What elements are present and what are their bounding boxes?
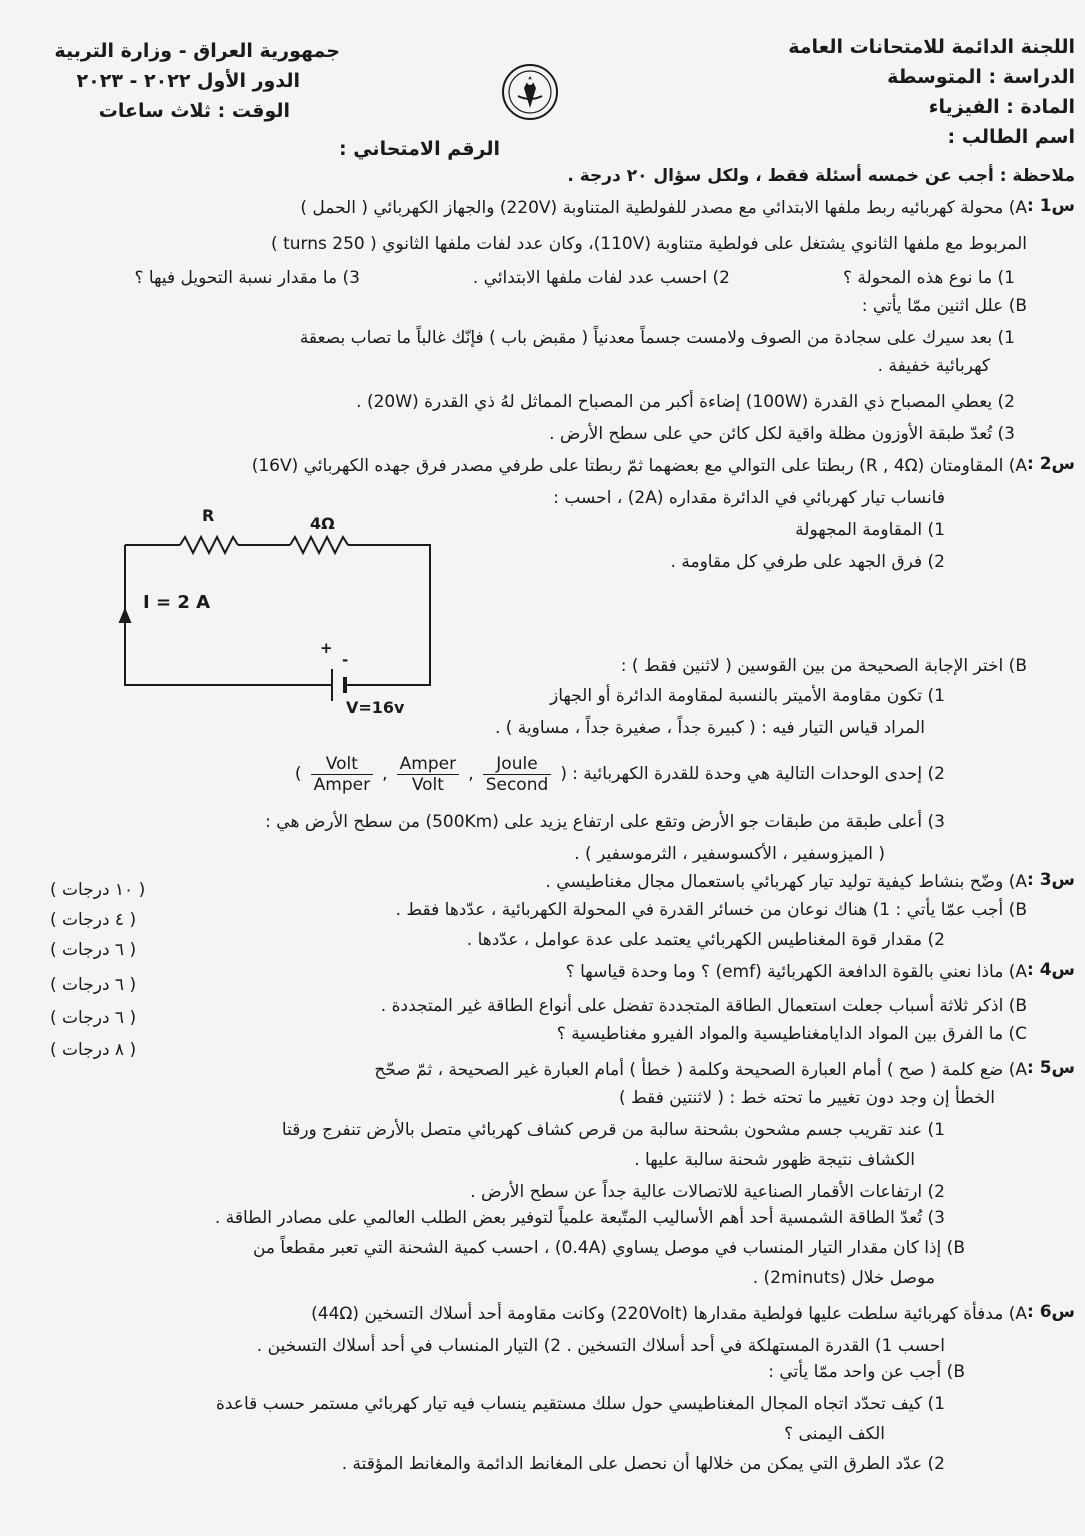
circuit-wire [125,545,332,685]
q6-a-line1: A) مدفأة كهربائية سلطت عليها فولطية مقدارها (220Volt) وكانت مقاومة أحد أسلاك التسخين (44Ω) [311,1304,1027,1324]
q1-a-line1: A) محولة كهربائيه ربط ملفها الابتدائي مع مصدر للفولطية المتناوبة (220V) والجهاز الكهربائي ( الحمل ) [300,198,1027,218]
q2-b1-line2: المراد قياس التيار فيه : ( كبيرة جداً ، صغيرة جداً ، مساوية ) . [494,718,925,738]
subject: المادة : الفيزياء [928,96,1075,118]
marks-q4-b: ( ٦ درجات ) [50,1008,137,1028]
q1-a-q1: 1) ما نوع هذه المحولة ؟ [842,268,1015,288]
q2-b3-line1: 3) أعلى طبقة من طبقات جو الأرض وتقع على ارتفاع يزيد على (500Km) من سطح الأرض هي : [265,812,945,832]
q1-a-q3: 3) ما مقدار نسبة التحويل فيها ؟ [134,268,360,288]
q6-a-line2: احسب 1) القدرة المستهلكة في أحد أسلاك التسخين . 2) التيار المنساب في أحد أسلاك التسخين . [256,1336,945,1356]
committee-name: اللجنة الدائمة للامتحانات العامة [788,36,1075,58]
q1-label: س1 : [1026,196,1075,216]
q2-a-line2: فانساب تيار كهربائي في الدائرة مقداره (2A) ، احسب : [553,488,945,508]
q1-b1-line2: كهربائية خفيفة . [877,356,990,376]
q2-b1-line1: 1) تكون مقاومة الأميتر بالنسبة لمقاومة الدائرة أو الجهاز [549,686,945,706]
exam-number-label: الرقم الامتحاني : [339,138,500,160]
student-name-label: اسم الطالب : [947,126,1075,148]
q1-b-intro: B) علل اثنين ممّا يأتي : [861,296,1027,316]
circuit-r-label: R [202,506,215,525]
resistor-4ohm-icon [290,537,348,553]
q5-a-line1: A) ضع كلمة ( صح ) أمام العبارة الصحيحة وكلمة ( خطأ ) أمام العبارة غير الصحيحة ، ثمّ صحّح [374,1060,1027,1080]
q5-a1-line2: الكشاف نتيجة ظهور شحنة سالبة عليها . [634,1150,915,1170]
q5-a-line2: الخطأ إن وجد دون تغيير ما تحته خط : ( لاثنتين فقط ) [618,1088,995,1108]
q4-label: س4 : [1026,960,1075,980]
circuit-4ohm-label: 4Ω [310,514,335,533]
q6-b1-line1: 1) كيف تحدّد اتجاه المجال المغناطيسي حول سلك مستقيم ينساب فيه تيار كهربائي مستمر حسب قاعدة [215,1394,945,1414]
q1-a-q2: 2) احسب عدد لفات ملفها الابتدائي . [472,268,730,288]
q3-b1: B) أجب عمّا يأتي : 1) هناك نوعان من خسائر القدرة في المحولة الكهربائية ، عدّدها فقط . [395,900,1027,920]
q3-b2: 2) مقدار قوة المغناطيس الكهربائي يعتمد على عدة عوامل ، عدّدها . [466,930,945,950]
resistor-r-icon [180,537,238,553]
fraction-amper-volt: $\frac{\text{Amper}}{\text{Volt}}$ [397,754,459,795]
q2-label: س2 : [1026,454,1075,474]
q5-b-line1: B) إذا كان مقدار التيار المنساب في موصل يساوي (0.4A) ، احسب كمية الشحنة التي تعبر مقطعاً من [252,1238,965,1258]
q2-b3-line2: ( الميزوسفير ، الأكسوسفير ، الثرموسفير ) . [574,844,885,864]
circuit-wire [345,545,430,685]
q6-b-intro: B) أجب عن واحد ممّا يأتي : [768,1362,965,1382]
q6-b1-line2: الكف اليمنى ؟ [784,1424,885,1444]
q2-a-line1: A) المقاومتان (R , 4Ω) ربطتا على التوالي مع بعضهما ثمّ ربطتا على طرفي مصدر فرق جهده الكهربائي (16V) [251,456,1027,476]
q4-c: C) ما الفرق بين المواد الدايامغناطيسية والمواد الفيرو مغناطيسية ؟ [556,1024,1027,1044]
exam-duration: الوقت : ثلاث ساعات [98,100,290,122]
exam-note: ملاحظة : أجب عن خمسه أسئلة فقط ، ولكل سؤال ٢٠ درجة . [567,166,1075,186]
q6-b2: 2) عدّد الطرق التي يمكن من خلالها أن نحصل على المغانط الدائمة والمغانط المؤقتة . [341,1454,945,1474]
current-arrow-icon [120,610,130,622]
circuit-current-label: I = 2 A [143,592,211,613]
q1-b2: 2) يعطي المصباح ذي القدرة (100W) إضاءة أكبر من المصباح المماثل لهُ ذي القدرة (20W) . [356,392,1015,412]
q5-a2: 2) ارتفاعات الأقمار الصناعية للاتصالات عالية جداً عن سطح الأرض . [470,1182,945,1202]
q1-b1-line1: 1) بعد سيرك على سجادة من الصوف ولامست جسماً معدنياً ( مقبض باب ) فإنّك غالباً ما تصاب بصعقة [299,328,1015,348]
circuit-plus-sign: + [320,639,333,657]
q5-label: س5 : [1026,1058,1075,1078]
ministry-logo-icon [500,62,560,122]
q3-a: A) وضّح بنشاط كيفية توليد تيار كهربائي باستعمال مجال مغناطيسي . [545,872,1027,892]
q4-a: A) ماذا نعني بالقوة الدافعة الكهربائية (emf) ؟ وما وحدة قياسها ؟ [565,962,1027,982]
q1-a-line2: المربوط مع ملفها الثانوي يشتغل على فولطية متناوبة (110V)، وكان عدد لفات ملفها الثانوي ( 250 turns ) [271,234,1027,254]
exam-round: الدور الأول ٢٠٢٢ - ٢٠٢٣ [76,70,300,92]
q5-a1-line1: 1) عند تقريب جسم مشحون بشحنة سالبة من قرص كشاف كهربائي متصل بالأرض تنفرج ورقتا [281,1120,945,1140]
study-level: الدراسة : المتوسطة [887,66,1075,88]
q2-a-q1: 1) المقاومة المجهولة [795,520,945,540]
q2-b-intro: B) اختر الإجابة الصحيحة من بين القوسين ( لاثنين فقط ) : [620,656,1027,676]
q5-b-line2: موصل خلال (2minuts) . [752,1268,935,1288]
marks-q4-a: ( ٦ درجات ) [50,975,137,995]
marks-q4-c: ( ٨ درجات ) [50,1040,137,1060]
marks-q3-a: ( ١٠ درجات ) [50,880,146,900]
series-circuit-diagram [110,505,450,715]
circuit-voltage-label: V=16v [346,698,405,715]
q6-label: س6 : [1026,1302,1075,1322]
country-ministry: جمهورية العراق - وزارة التربية [54,40,340,62]
marks-q3-b2: ( ٦ درجات ) [50,940,137,960]
q2-b2-text: 2) إحدى الوحدات التالية هي وحدة للقدرة الكهربائية : [572,764,945,784]
fraction-joule-second: $\frac{\text{Joule}}{\text{Second}}$ [483,754,552,795]
q2-a-q2: 2) فرق الجهد على طرفي كل مقاومة . [670,552,945,572]
q1-b3: 3) تُعدّ طبقة الأوزون مظلة واقية لكل كائن حي على سطح الأرض . [549,424,1015,444]
q4-b: B) اذكر ثلاثة أسباب جعلت استعمال الطاقة المتجددة تفضل على أنواع الطاقة غير المتجددة . [380,996,1027,1016]
fraction-volt-amper: $\frac{\text{Volt}}{\text{Amper}}$ [311,754,373,795]
marks-q3-b1: ( ٤ درجات ) [50,910,137,930]
q3-label: س3 : [1026,870,1075,890]
q2-b2-row: 2) إحدى الوحدات التالية هي وحدة للقدرة الكهربائية : ( $\frac{\text{Joule}}{\text{Second}}$ , $\frac{\text{Amper}}{\text{Volt}}$ , $\frac{\text{Volt}}{\text{Amper}}$ ) [294,754,945,795]
q5-a3: 3) تُعدّ الطاقة الشمسية أحد أهم الأساليب المتّبعة علمياً لتوفير بعض الطلب العالمي على مصادر الطاقة . [214,1208,945,1228]
circuit-minus-sign: - [342,651,349,669]
